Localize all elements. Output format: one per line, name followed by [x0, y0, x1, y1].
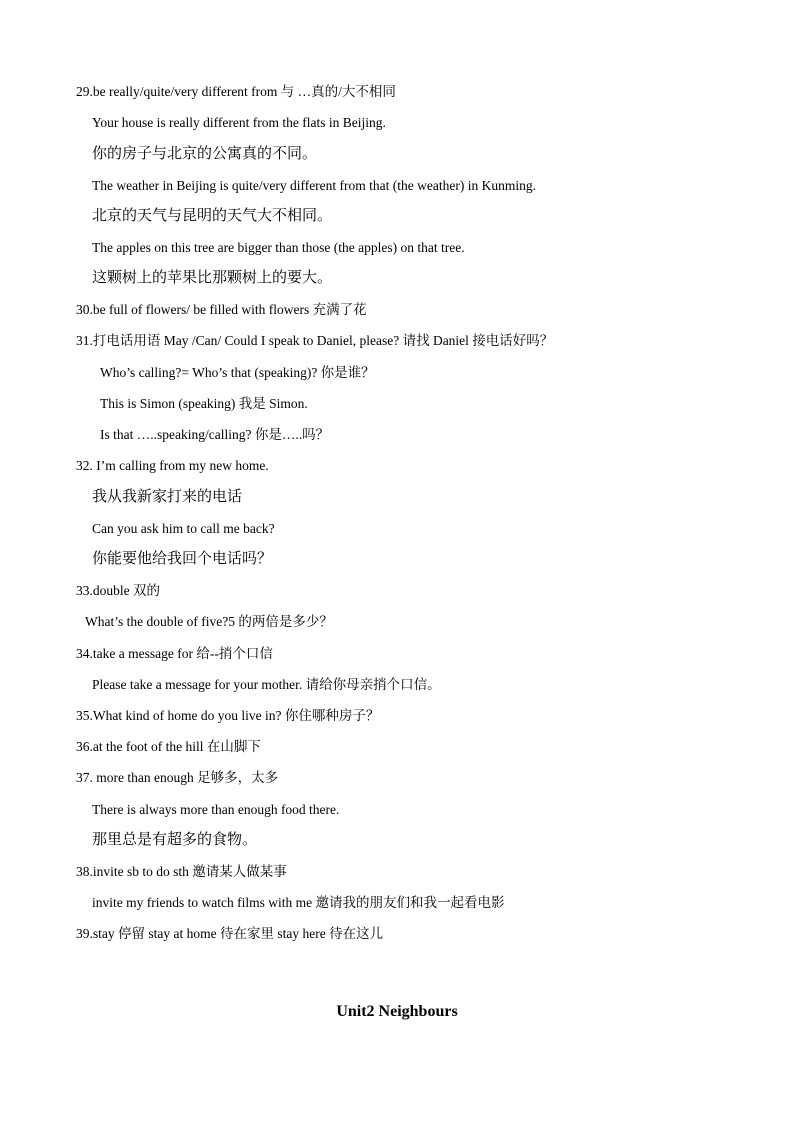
item-29-example-3-en: The apples on this tree are bigger than those (the apples) on that tree.	[92, 240, 465, 255]
item-29-example-2-en: The weather in Beijing is quite/very different from that (the weather) in Kunming.	[92, 178, 536, 193]
item-31-example-1: Who’s calling?= Who’s that (speaking)? 你是谁？	[100, 365, 375, 380]
item-38-example: invite my friends to watch films with me 邀请我的朋友们和我一起看电影	[92, 895, 505, 910]
item-39-heading: 39.stay 停留 stay at home 待在家里 stay here 待在这儿	[76, 926, 384, 941]
item-31-heading: 31.打电话用语 May /Can/ Could I speak to Daniel, please? 请找 Daniel 接电话好吗？	[76, 333, 554, 348]
item-36-heading: 36.at the foot of the hill 在山脚下	[76, 739, 261, 754]
item-38-heading: 38.invite sb to do sth 邀请某人做某事	[76, 864, 287, 879]
item-37-heading: 37. more than enough 足够多，太多	[76, 770, 279, 785]
item-34-heading: 34.take a message for 给--捎个口信	[76, 646, 273, 661]
item-32-example-cn: 你能要他给我回个电话吗？	[92, 551, 273, 567]
item-29-example-2-cn: 北京的天气与昆明的天气大不相同。	[92, 208, 333, 224]
item-32-example-en: Can you ask him to call me back?	[92, 521, 275, 536]
unit-title: Unit2 Neighbours	[336, 1003, 458, 1020]
item-33-example: What’s the double of five?5 的两倍是多少？	[85, 614, 333, 629]
item-32-translation: 我从我新家打来的电话	[92, 489, 243, 505]
item-33-heading: 33.double 双的	[76, 583, 160, 598]
item-30-heading: 30.be full of flowers/ be filled with flowers 充满了花	[76, 302, 367, 317]
item-29-heading: 29.be really/quite/very different from 与 …真的/大不相同	[76, 84, 396, 99]
item-29-example-1-en: Your house is really different from the flats in Beijing.	[92, 115, 386, 130]
item-37-example-en: There is always more than enough food there.	[92, 802, 340, 817]
item-29-example-1-cn: 你的房子与北京的公寓真的不同。	[92, 146, 318, 162]
item-31-example-3: Is that …..speaking/calling? 你是…..吗？	[100, 427, 330, 442]
item-32-heading: 32. I’m calling from my new home.	[76, 458, 269, 473]
item-29-example-3-cn: 这颗树上的苹果比那颗树上的要大。	[92, 270, 333, 286]
item-35-heading: 35.What kind of home do you live in? 你住哪种房子？	[76, 708, 380, 723]
item-31-example-2: This is Simon (speaking) 我是 Simon.	[100, 396, 308, 411]
item-37-example-cn: 那里总是有超多的食物。	[92, 832, 258, 848]
item-34-example: Please take a message for your mother. 请给你母亲捎个口信。	[92, 677, 441, 692]
